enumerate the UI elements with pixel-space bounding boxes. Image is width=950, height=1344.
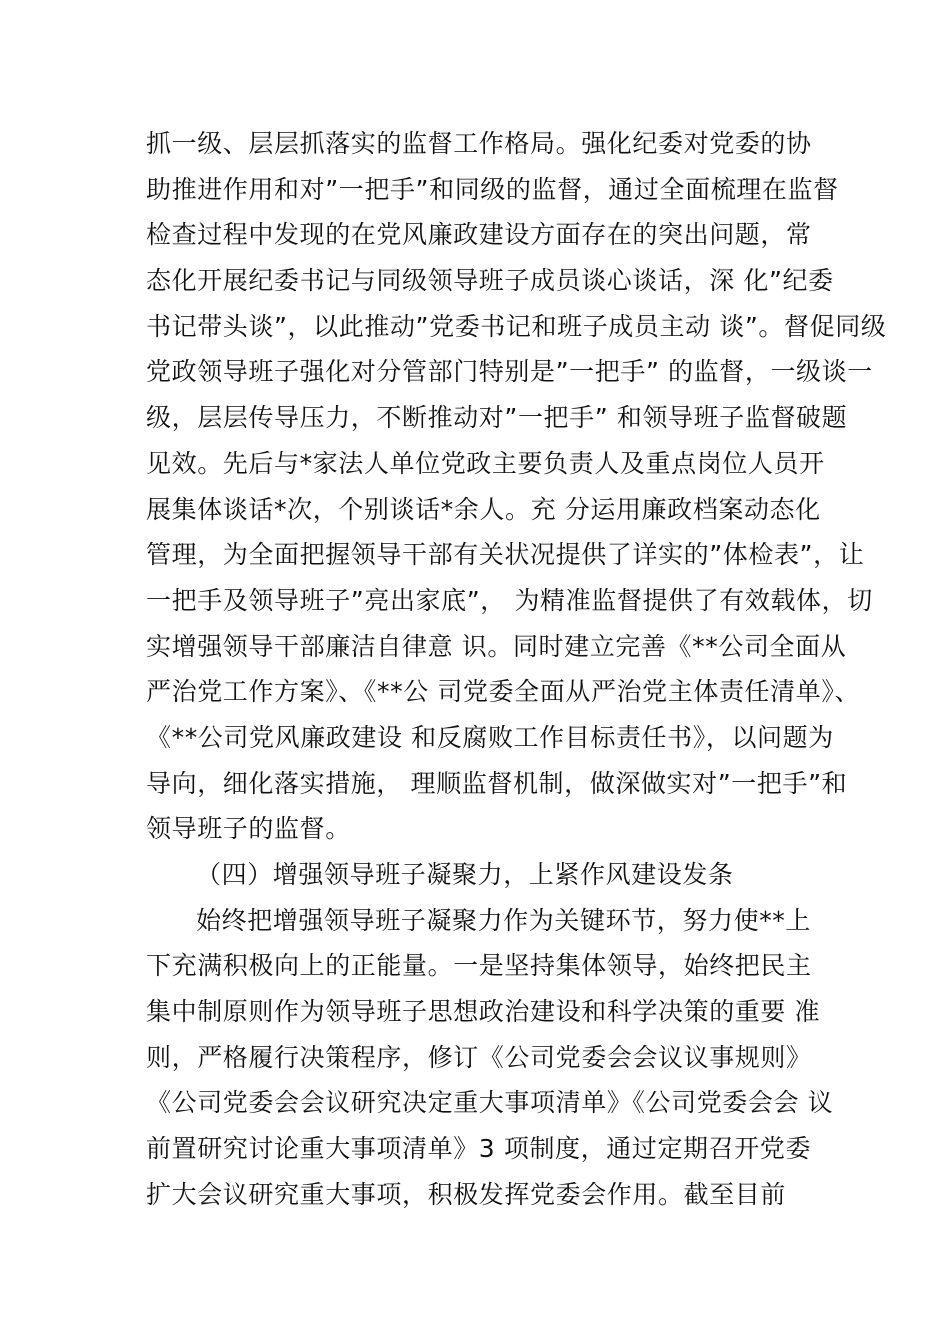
text-line: 下充满积极向上的正能量。一是坚持集体领导，始终把民主 [146, 951, 812, 980]
text-line: 展集体谈话*次，个别谈话*余人。充 分运用廉政档案动态化 [146, 495, 821, 524]
text-line: 《**公司党风廉政建设 和反腐败工作目标责任书》，以问题为 [146, 723, 834, 752]
text-line: 抓一级、层层抓落实的监督工作格局。强化纪委对党委的协 [146, 129, 812, 158]
section-heading: （四）增强领导班子凝聚力，上紧作风建设发条 [196, 860, 734, 889]
text-line: 领导班子的监督。 [146, 814, 351, 843]
text-line: 一把手及领导班子”亮出家底”， 为精准监督提供了有效载体，切 [146, 586, 873, 615]
text-line: 集中制原则作为领导班子思想政治建设和科学决策的重要 准 [146, 997, 821, 1026]
text-line: 则，严格履行决策程序，修订《公司党委会会议议事规则》 [146, 1043, 812, 1072]
text-line: 党政领导班子强化对分管部门特别是”一把手” 的监督，一级谈一 [146, 357, 873, 386]
text-line: 实增强领导干部廉洁自律意 识。同时建立完善《**公司全面从 [146, 632, 847, 661]
text-line: 管理，为全面把握领导干部有关状况提供了详实的”体检表”，让 [146, 540, 865, 569]
text-line: 前置研究讨论重大事项清单》3 项制度，通过定期召开党委 [146, 1134, 812, 1163]
text-line: 见效。先后与*家法人单位党政主要负责人及重点岗位人员开 [146, 449, 825, 478]
text-line: 《公司党委会会议研究决定重大事项清单》《公司党委会会 议 [146, 1088, 834, 1117]
text-line: 级，层层传导压力，不断推动对”一把手” 和领导班子监督破题 [146, 403, 848, 432]
text-line: 严治党工作方案》、《**公 司党委全面从严治党主体责任清单》、 [146, 677, 861, 706]
text-line: 扩大会议研究重大事项，积极发挥党委会作用。截至目前 [146, 1180, 787, 1209]
text-line: 书记带头谈”，以此推动”党委书记和班子成员主动 谈”。督促同级 [146, 312, 887, 341]
text-line: 导向，细化落实措施， 理顺监督机制，做深做实对”一把手”和 [146, 769, 848, 798]
paragraph-first-line: 始终把增强领导班子凝聚力作为关键环节，努力使**上 [196, 906, 812, 935]
text-line: 助推进作用和对”一把手”和同级的监督，通过全面梳理在监督 [146, 175, 839, 204]
text-line: 检查过程中发现的在党风廉政建设方面存在的突出问题，常 [146, 220, 812, 249]
text-line: 态化开展纪委书记与同级领导班子成员谈心谈话，深 化”纪委 [146, 266, 834, 295]
